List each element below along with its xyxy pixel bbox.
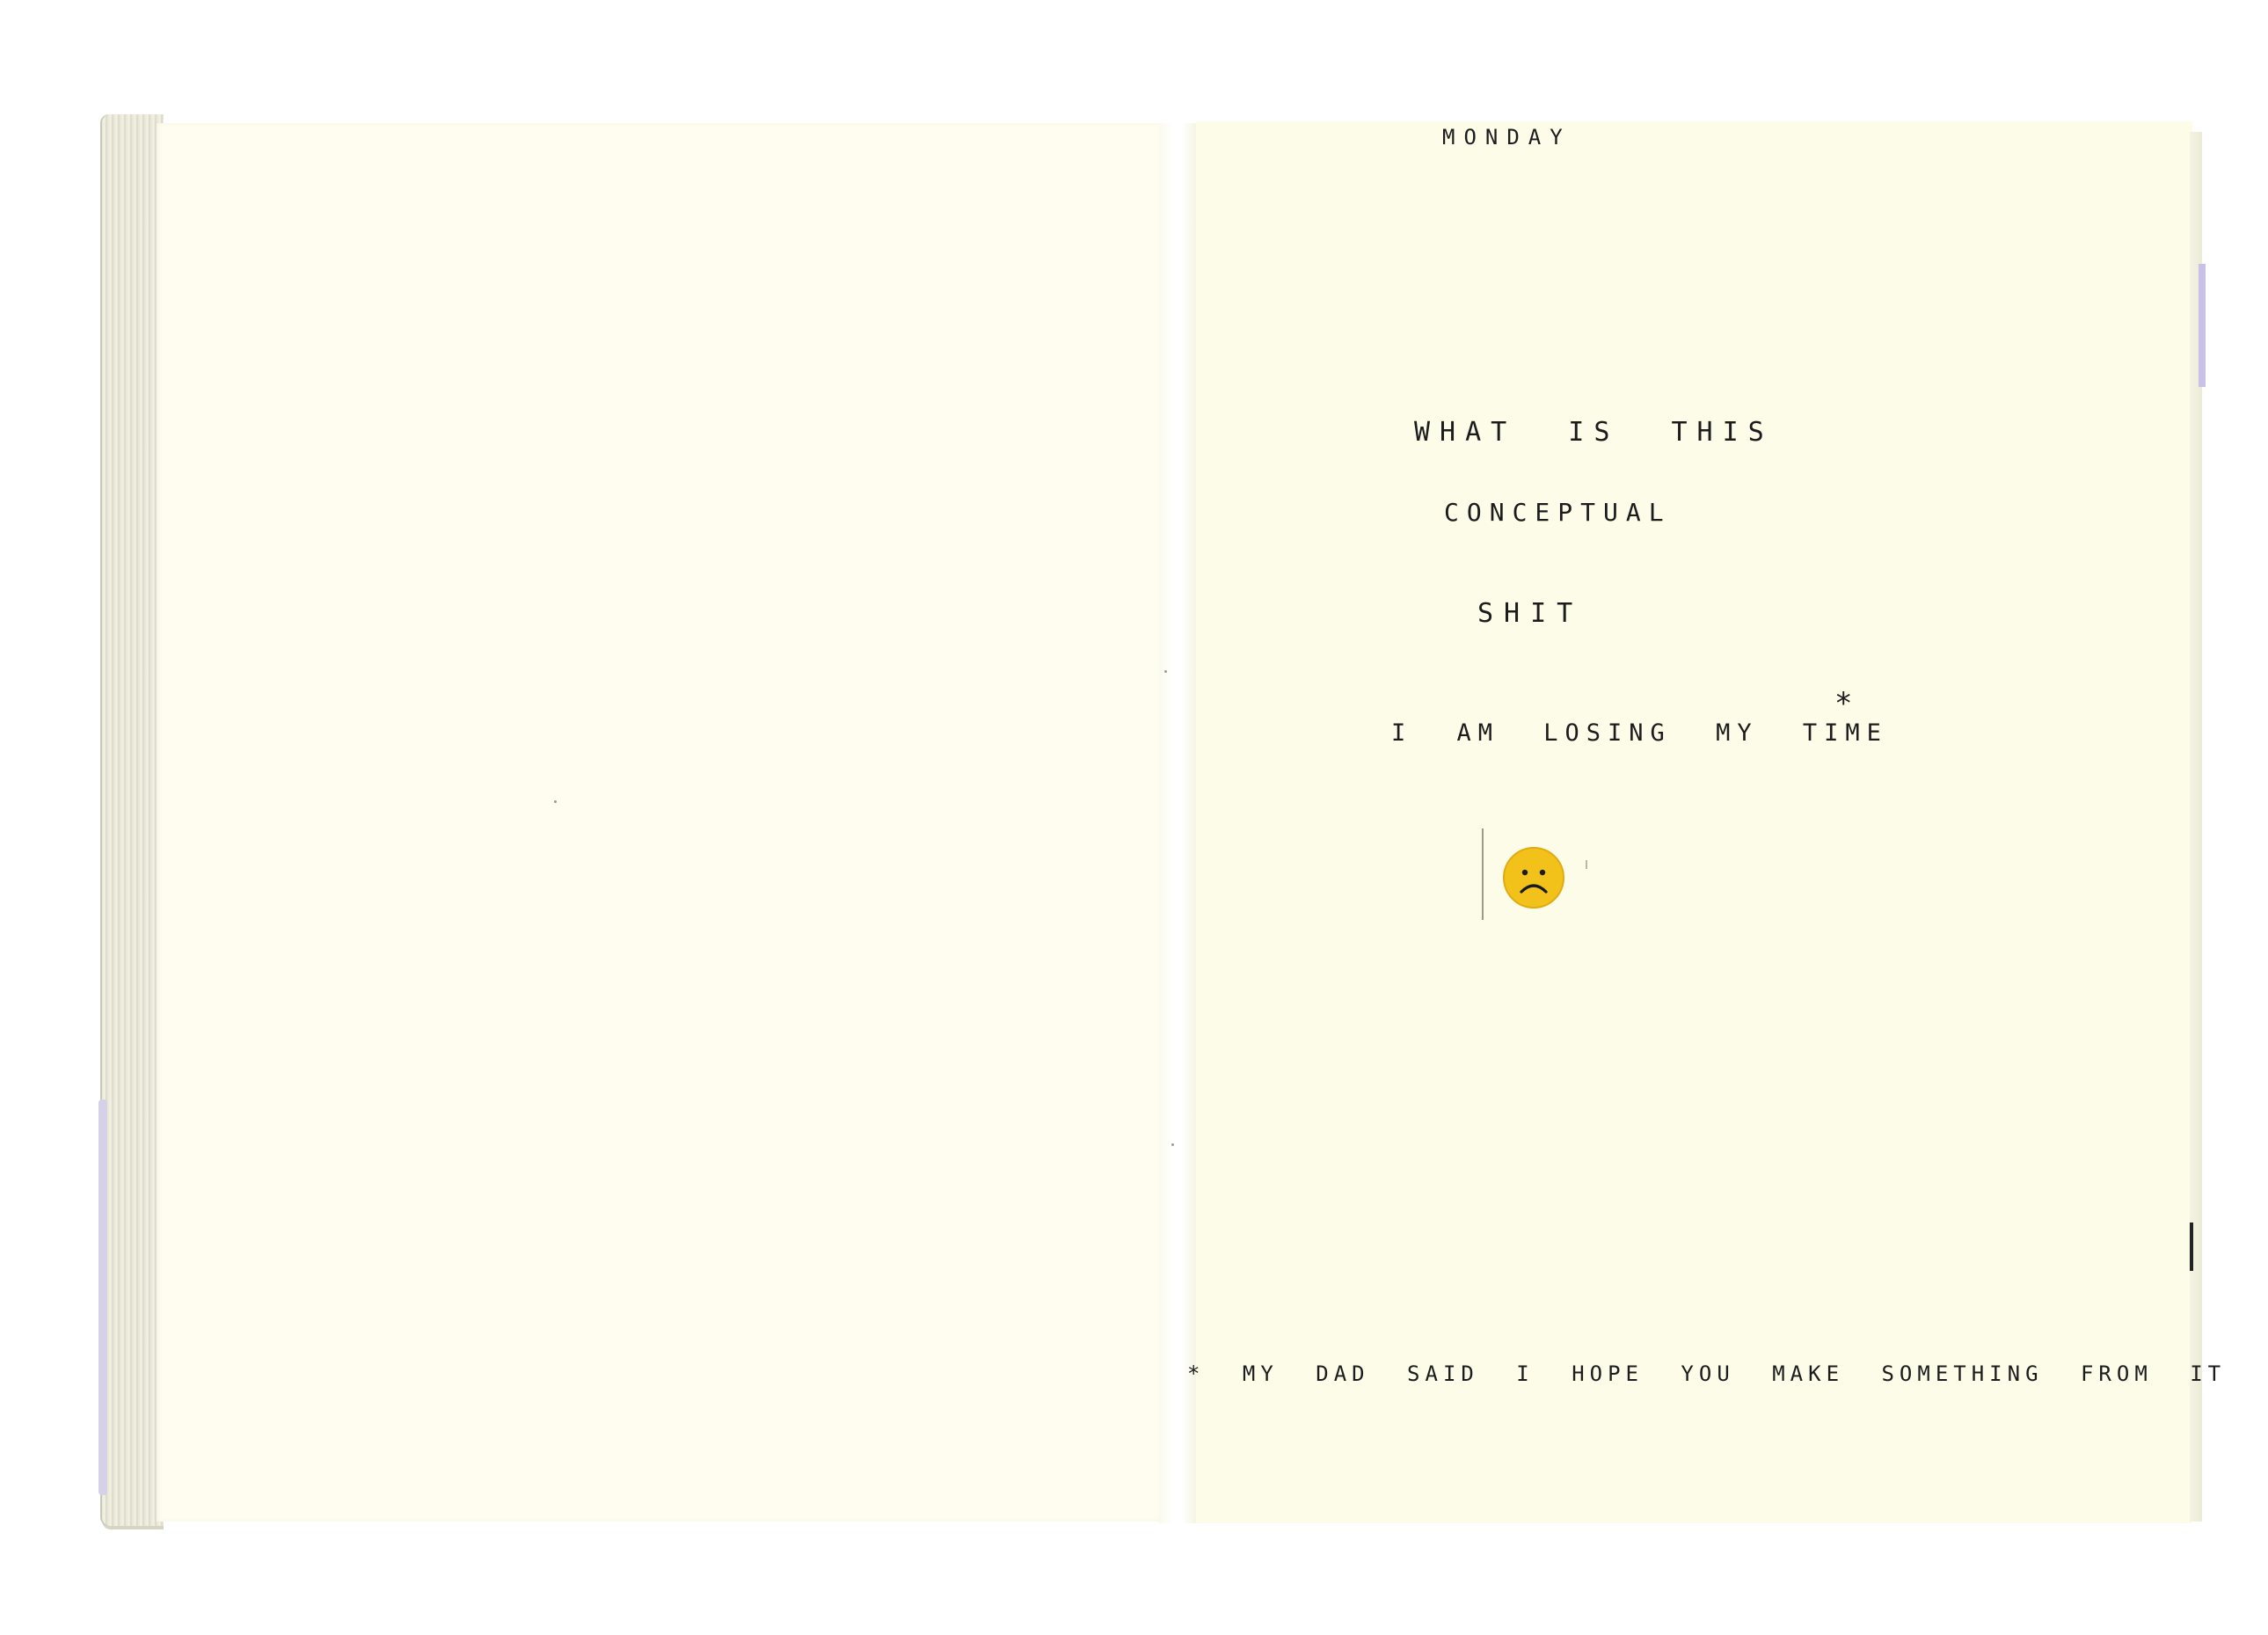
handwritten-line-2: CONCEPTUAL — [1444, 498, 1672, 527]
day-heading: MONDAY — [1442, 125, 1572, 150]
page-stack-edge — [102, 114, 164, 1526]
book-gutter — [1159, 123, 1196, 1523]
speck — [554, 800, 557, 803]
speck — [1171, 1143, 1174, 1146]
page-stack-tint — [98, 1099, 107, 1495]
asterisk-mark: * — [1834, 686, 1853, 721]
handwritten-line-4: I AM LOSING MY TIME — [1391, 719, 1888, 747]
sad-face-icon — [1502, 846, 1565, 909]
speck — [1164, 670, 1167, 673]
right-edge-mark — [2190, 1223, 2193, 1271]
right-edge-tint — [2199, 264, 2206, 387]
left-page — [157, 123, 1159, 1522]
handwritten-line-1: WHAT IS THIS — [1414, 417, 1774, 448]
handwritten-line-3: SHIT — [1477, 598, 1584, 629]
right-page — [1196, 121, 2192, 1523]
pencil-line — [1482, 828, 1484, 920]
footnote-line: * MY DAD SAID I HOPE YOU MAKE SOMETHING FROM IT — [1187, 1361, 2227, 1386]
small-tick — [1586, 860, 1587, 869]
